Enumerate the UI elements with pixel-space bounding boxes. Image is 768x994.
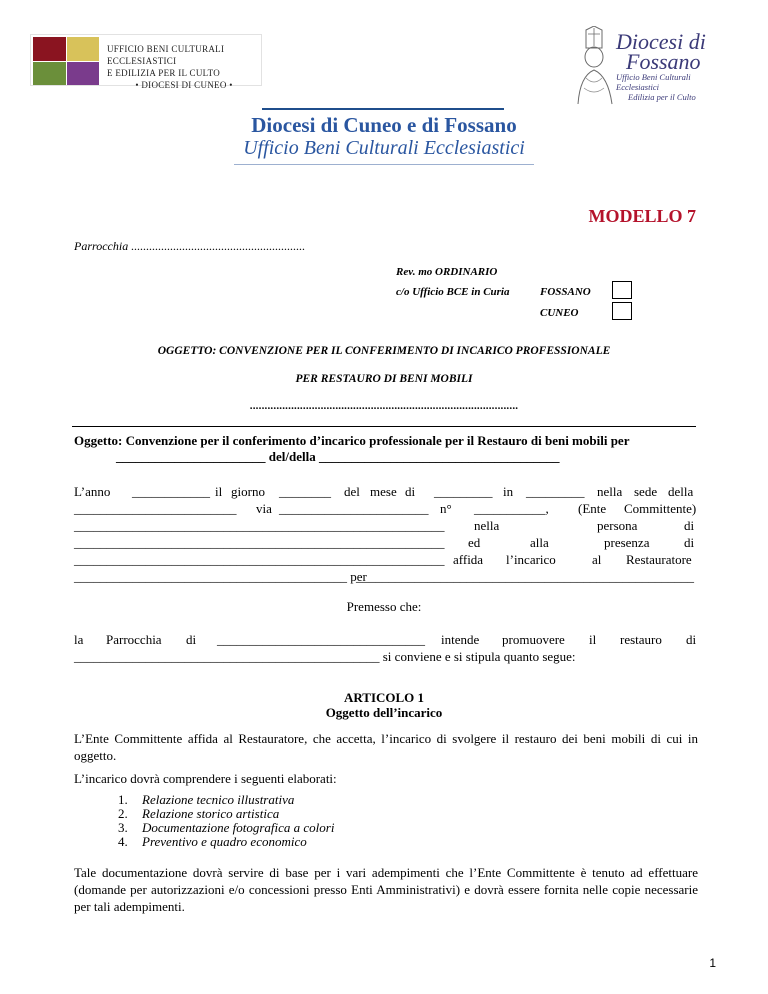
- list-item: 2. Relazione storico artistica: [118, 806, 280, 821]
- sede-field[interactable]: _________________________: [74, 501, 237, 516]
- logo-right-title2: Fossano: [626, 49, 701, 74]
- logo-left-line2: E EDILIZIA PER IL CULTO: [107, 68, 221, 78]
- body-row-3: _________________________________________________________ nella persona di: [74, 518, 695, 533]
- addressee-rev: Rev. mo ORDINARIO: [396, 266, 498, 278]
- articolo-number: ARTICOLO 1: [343, 690, 425, 705]
- numero-field[interactable]: ___________,: [474, 501, 549, 516]
- list-item: 3. Documentazione fotografica a colori: [118, 820, 335, 835]
- oggetto-paragraph: Oggetto: Convenzione per il conferimento d’incarico professionale per il Restauro di beni mobili per: [74, 433, 630, 448]
- articolo-heading: [0, 690, 768, 720]
- elaborati-list: [118, 793, 334, 849]
- body-row-4: _________________________________________________________ ed alla presenza di: [74, 535, 695, 550]
- premesso-row-2: [74, 648, 698, 665]
- restauro-di-field[interactable]: _______________________________________________ si conviene e si stipula quanto segue:: [74, 649, 576, 664]
- ente-field[interactable]: _________________________________________________________: [74, 518, 445, 533]
- logo-right-title1: Diocesi di: [616, 29, 706, 54]
- modello-label: MODELLO 7: [588, 206, 696, 226]
- oggetto-heading-2: PER RESTAURO DI BENI MOBILI: [295, 373, 473, 385]
- persona-field[interactable]: _________________________________________________________: [74, 535, 445, 550]
- addressee-co: c/o Ufficio BCE in Curia: [396, 286, 510, 298]
- anno-field[interactable]: ____________: [132, 484, 210, 499]
- option-fossano-label: FOSSANO: [540, 286, 591, 298]
- oggetto-heading-1: OGGETTO: CONVENZIONE PER IL CONFERIMENTO DI INCARICO PROFESSIONALE: [157, 345, 611, 357]
- luogo-field[interactable]: _________: [526, 484, 585, 499]
- parrocchia-di-field[interactable]: ________________________________: [217, 632, 425, 647]
- list-item: 4. Preventivo e quadro economico: [118, 834, 307, 849]
- right-logo: [568, 26, 728, 106]
- page-title: Diocesi di Cuneo e di Fossano: [251, 113, 517, 137]
- premesso-row-1: la Parrocchia di ________________________________ intende promuovere il restauro di: [74, 632, 697, 647]
- fossano-checkbox[interactable]: [612, 281, 632, 299]
- restauratore-field[interactable]: __________________________________________ per: [74, 569, 367, 584]
- bishop-portrait-icon: [568, 26, 618, 106]
- premesso-heading: Premesso che:: [346, 599, 422, 614]
- cuneo-checkbox[interactable]: [612, 302, 632, 320]
- via-field[interactable]: _______________________: [279, 501, 429, 516]
- logo-right-sub1: Ufficio Beni Culturali Ecclesiastici: [616, 72, 691, 92]
- separator-line: [72, 426, 696, 427]
- per-field[interactable]: ____________________________________________________: [356, 569, 694, 584]
- subtitle-rule: [234, 164, 534, 165]
- logo-left-line1: UFFICIO BENI CULTURALI ECCLESIASTICI: [107, 44, 225, 66]
- oggetto-paragraph-blanks[interactable]: _______________________ del/della _____________________________________: [116, 449, 560, 464]
- list-item: 1. Relazione tecnico illustrativa: [118, 792, 295, 807]
- presenza-field[interactable]: _________________________________________________________: [74, 552, 445, 567]
- page-subtitle: Ufficio Beni Culturali Ecclesiastici: [243, 137, 525, 159]
- articolo-title: Oggetto dell’incarico: [325, 705, 443, 720]
- header-rule: [262, 108, 504, 110]
- body-row-2: _________________________ via _______________________ n° ___________, (Ente Committente): [74, 501, 697, 516]
- body-row-1: L’anno ____________ il giorno ________ del mese di _________ in _________ nella sede della: [74, 484, 694, 499]
- parrocchia-field[interactable]: Parrocchia ..........................................................: [74, 239, 306, 253]
- body-row-6: [74, 568, 698, 585]
- mese-field[interactable]: _________: [434, 484, 493, 499]
- paragraph-documentazione: Tale documentazione dovrà servire di base per i vari adempimenti che l’Ente Committente è tenuto ad effettuare (domande per autorizzazioni e/o concessioni presso Enti Amministrativi) e dovrà essere fornita nelle copie necessarie per tali adempimenti.: [74, 865, 698, 914]
- body-row-5: _________________________________________________________ affida l’incarico al Restauratore: [74, 552, 692, 567]
- dotted-line: ...........................................................................................: [249, 400, 519, 412]
- page-number: 1: [709, 956, 716, 970]
- option-cuneo-label: CUNEO: [540, 307, 579, 319]
- paragraph-affida: L’Ente Committente affida al Restauratore, che accetta, l’incarico di svolgere il restauro dei beni mobili di cui in oggetto.: [74, 731, 698, 763]
- logo-right-sub2: Edilizia per il Culto: [628, 92, 696, 102]
- logo-left-line3: • DIOCESI DI CUNEO •: [135, 80, 233, 90]
- giorno-field[interactable]: ________: [279, 484, 331, 499]
- left-logo: [30, 34, 262, 90]
- paragraph-elaborati: L’incarico dovrà comprendere i seguenti elaborati:: [74, 771, 337, 786]
- logo-mosaic-icon: [33, 37, 99, 85]
